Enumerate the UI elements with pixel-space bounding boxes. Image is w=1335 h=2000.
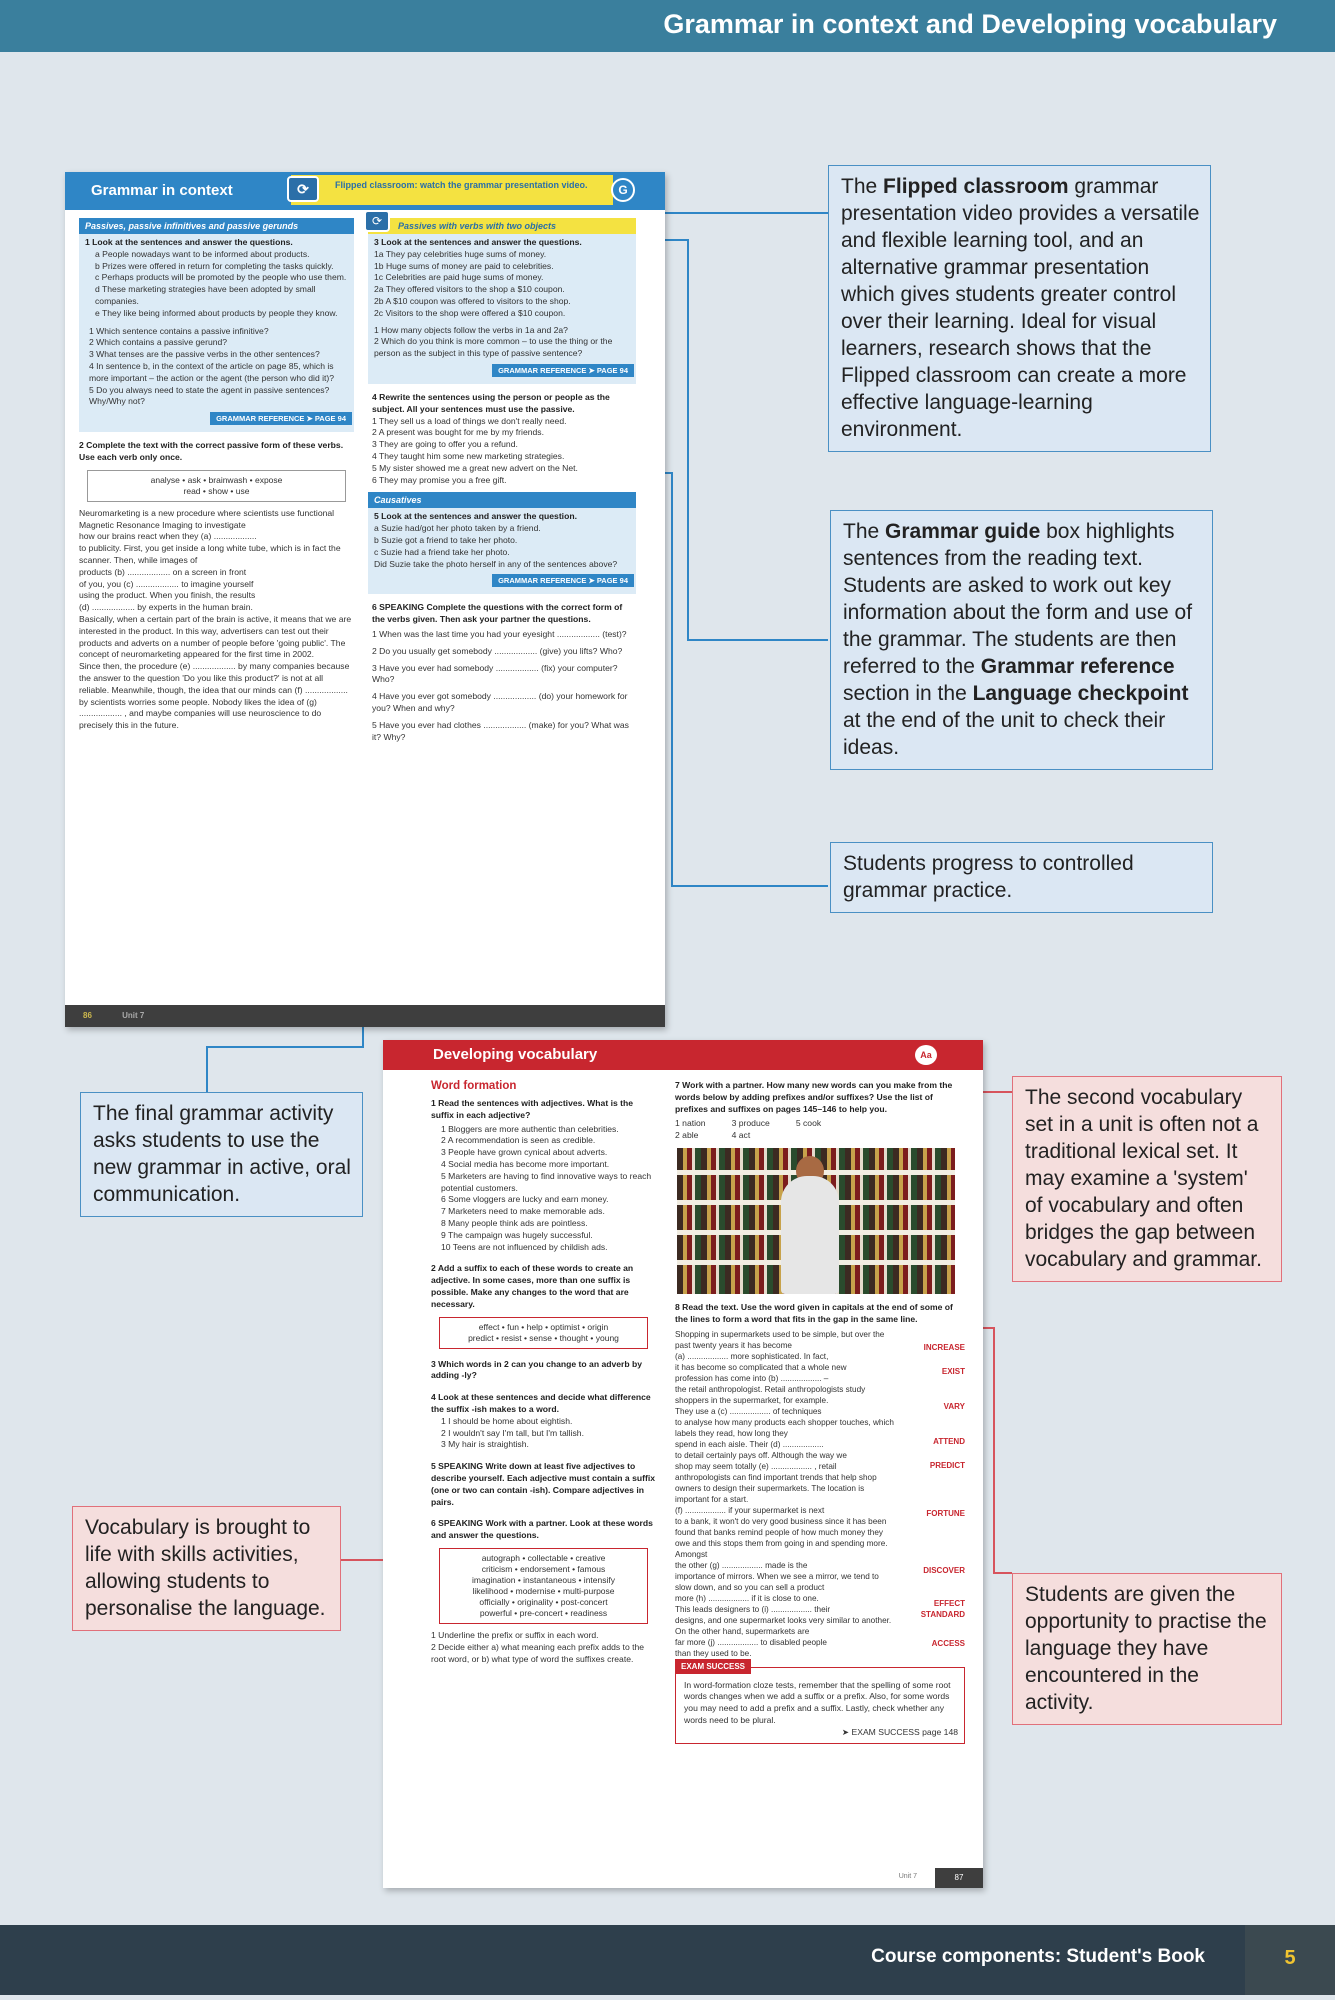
q1-question: 3 What tenses are the passive verbs in the other sentences? (89, 349, 320, 360)
vq6-item: 2 Decide either a) what meaning each prefix adds to the root word, or b) what type of word the suffixes create. (431, 1641, 645, 1664)
q3-sentence: 2a They offered visitors to the shop a $10 coupon. (374, 284, 565, 295)
grammar-page-unit: Unit 7 (122, 1011, 145, 1020)
vq8-line: anthropologists can find important trends that help shop owners to design their supermarkets. The location is important for a start. (675, 1472, 877, 1504)
vq8-line: it has become so complicated that a whole new (675, 1362, 847, 1372)
q1-question: 1 Which sentence contains a passive infinitive? (89, 325, 269, 336)
clapperboard-icon: ⟳ (287, 176, 319, 202)
vq8-line: Shopping in supermarkets used to be simple, but over the past twenty years it has become (675, 1329, 885, 1350)
grammar-reference-link[interactable]: GRAMMAR REFERENCE ➤ PAGE 94 (492, 574, 634, 587)
grammar-page-number: 86 (83, 1011, 92, 1020)
callout-guide-bold-3: Language checkpoint (972, 682, 1189, 705)
q6-item: 4 Have you ever got somebody .................. (do) your homework for you? When and why? (372, 691, 628, 713)
callout-guide-bold-2: Grammar reference (980, 655, 1175, 678)
vocabulary-page (383, 1040, 983, 1888)
q2-word-box: analyse • ask • brainwash • expose read • show • use (87, 470, 346, 502)
q3-sentence: 2c Visitors to the shop were offered a $10 coupon. (374, 307, 566, 318)
footer-label: Course components: Student's Book (871, 1946, 1205, 1967)
header-title: Grammar in context and Developing vocabulary (663, 9, 1277, 39)
vq8-line: far more (j) .................. to disabled people (675, 1637, 827, 1647)
callout-practise-text: Students are given the opportunity to practise the language they have encountered in the activity. (1025, 1583, 1267, 1714)
grammar-page-title: Grammar in context (91, 182, 233, 199)
exam-success-text: In word-formation cloze tests, remember that the spelling of some root words changes when we add a suffix or a prefix. Also, for some words you may need to add a prefix and a suffix. Lastly, check whether any words need to be plural. (684, 1679, 951, 1725)
vq8-line: more (h) .................. if it is close to one. (675, 1593, 819, 1603)
q6-item: 1 When was the last time you had your eyesight .................. (test)? (372, 628, 627, 639)
vq8-capital-word: INCREASE (923, 1342, 965, 1352)
vocab-page-footer (383, 1868, 983, 1888)
vq4-item: 3 My hair is straightish. (441, 1439, 529, 1450)
vocab-page-number: 87 (935, 1868, 983, 1888)
vq8-line: They use a (c) .................. of techniques (675, 1406, 822, 1416)
q3-sentence: 1b Huge sums of money are paid to celebrities. (374, 260, 554, 271)
q1-sentence: d These marketing strategies have been adopted by small companies. (95, 284, 316, 306)
q1-sentence: a People nowadays want to be informed about products. (95, 248, 310, 259)
q4-item: 6 They may promise you a free gift. (372, 474, 507, 485)
vq8-capital-word: FORTUNE (926, 1508, 965, 1518)
word-formation-heading: Word formation (431, 1080, 517, 1092)
q2-text-line: Neuromarketing is a new procedure where scientists use functional Magnetic Resonance Imaging to investigate (79, 507, 335, 530)
q3-sentence: 2b A $10 coupon was offered to visitors to the shop. (374, 295, 571, 306)
footer-bar (0, 1925, 1335, 1995)
q3-sentence: 1a They pay celebrities huge sums of money. (374, 248, 547, 259)
callout-flipped-text-2: grammar presentation video provides a versatile and flexible learning tool, and an alternative grammar presentation which gives students greater control over their learning. Ideal for visual learners, research shows that the Flipped classroom can create a more effective language-learning environment. (841, 175, 1200, 441)
q6-item: 3 Have you ever had somebody .................. (fix) your computer? Who? (372, 662, 618, 685)
vq1-item: 1 Bloggers are more authentic than celebrities. (441, 1123, 619, 1134)
callout-second-vocab (1012, 1076, 1282, 1282)
vq8-line: (a) .................. more sophisticated. In fact, (675, 1351, 829, 1361)
vq8-line: This leads designers to (i) .................. their (675, 1604, 831, 1614)
grammar-guide-head-2: Passives with verbs with two objects (368, 218, 636, 234)
callout-grammar-guide (830, 510, 1213, 770)
q1-instruction: 1 Look at the sentences and answer the questions. (85, 237, 293, 247)
grammar-left-column (79, 218, 354, 732)
vq7-word: 2 able (675, 1130, 699, 1141)
callout-guide-text-1: The (843, 520, 886, 543)
grammar-reference-link[interactable]: GRAMMAR REFERENCE ➤ PAGE 94 (492, 364, 634, 377)
q2-text-line: Basically, when a certain part of the brain is active, it means that we are interested in the product. In this way, advertisers can test out their products and adverts on a number of people before 'going public'. The concept of neuromarketing appeared for the first time in 2002. (79, 613, 352, 660)
vq8-line: to analyse how many products each shopper touches, which labels they read, how long they (675, 1417, 894, 1438)
q1-sentence: b Prizes were offered in return for completing the tasks quickly. (95, 260, 334, 271)
vq8-line: than they used to be. (675, 1648, 752, 1658)
q1-sentence: e They like being informed about products by people they know. (95, 307, 338, 318)
callout-final-text: The final grammar activity asks students to use the new grammar in active, oral communication. (93, 1102, 351, 1206)
vq1-item: 3 People have grown cynical about adverts. (441, 1147, 608, 1158)
vq8-capital-word: DISCOVER (923, 1565, 965, 1575)
q4-item: 2 A present was bought for me by my friends. (372, 427, 544, 438)
vq8-line: (f) .................. if your supermarket is next (675, 1505, 825, 1515)
vq6-word-box: autograph • collectable • creative criticism • endorsement • famous imagination • instantaneous • intensify likelihood • modernise • multi-purpose officially • originality • post-concert powerful • pre-concert • readiness (439, 1548, 648, 1624)
vq8-line: shop may seem totally (e) .................. , retail (675, 1461, 837, 1471)
q2-text-line: using the product. When you finish, the results (79, 590, 256, 601)
supermarket-photo (677, 1148, 955, 1294)
header-bar (0, 0, 1335, 52)
vq7-word: 4 act (731, 1130, 751, 1141)
vq1-item: 5 Marketers are having to find innovative ways to reach potential customers. (441, 1170, 652, 1193)
q3-question: 2 Which do you think is more common – to use the thing or the person as the subject in this type of passive sentence? (374, 336, 613, 359)
vq6-instruction: 6 SPEAKING Work with a partner. Look at these words and answer the questions. (431, 1518, 653, 1541)
vq8-capital-word: EXIST (941, 1366, 965, 1376)
vq2-word-box: effect • fun • help • optimist • origin predict • resist • sense • thought • young (439, 1317, 648, 1349)
q2-text-line: products (b) .................. on a screen in front (79, 566, 247, 577)
vq8-capital-word: ACCESS (931, 1638, 965, 1648)
exam-success-box (675, 1661, 965, 1744)
vq8-line: to detail certainly pays off. Although the way we (675, 1450, 847, 1460)
callout-guide-bold-1: Grammar guide (885, 520, 1041, 543)
vq8-line: profession has come into (b) .................. – (675, 1373, 829, 1383)
callout-practise (1012, 1573, 1282, 1725)
vq5-instruction: 5 SPEAKING Write down at least five adjectives to describe yourself. Each adjective must contain a suffix (one or two can contain -ish). Compare adjectives in pairs. (431, 1461, 655, 1507)
vocab-left-column (431, 1080, 656, 1665)
vq1-item: 4 Social media has become more important. (441, 1158, 610, 1169)
callout-guide-text-3: section in the (843, 682, 973, 705)
vq1-item: 6 Some vloggers are lucky and earn money. (441, 1194, 609, 1205)
vocabulary-aa-icon: Aa (915, 1045, 937, 1065)
grammar-page-header (65, 172, 665, 210)
grammar-guide-box-2 (368, 214, 636, 384)
vq8-line: the other (g) .................. made is the (675, 1560, 808, 1570)
q4-item: 5 My sister showed me a great new advert on the Net. (372, 462, 578, 473)
callout-skills (72, 1506, 341, 1631)
vocab-page-header (383, 1040, 983, 1070)
vocab-page-title: Developing vocabulary (433, 1046, 598, 1063)
vq8-line: importance of mirrors. When we see a mirror, we tend to slow down, and so you can sell a product (675, 1571, 879, 1592)
vq1-instruction: 1 Read the sentences with adjectives. What is the suffix in each adjective? (431, 1098, 634, 1120)
callout-guide-text-4: at the end of the unit to check their ideas. (843, 709, 1166, 759)
causatives-head: Causatives (368, 492, 636, 508)
vq3-instruction: 3 Which words in 2 can you change to an adverb by adding -ly? (431, 1358, 643, 1381)
callout-flipped-classroom (828, 165, 1211, 452)
vq1-item: 9 The campaign was hugely successful. (441, 1229, 593, 1240)
q4-instruction: 4 Rewrite the sentences using the person or people as the subject. All your sentences must use the passive. (372, 391, 610, 414)
grammar-page-footer (65, 1005, 665, 1027)
vq8-line: spend in each aisle. Their (d) .................. (675, 1439, 824, 1449)
vq4-item: 2 I wouldn't say I'm tall, but I'm tallish. (441, 1427, 584, 1438)
exam-success-tag: EXAM SUCCESS (675, 1659, 751, 1675)
vq8-instruction: 8 Read the text. Use the word given in capitals at the end of some of the lines to form a word that fits in the gap in the same line. (675, 1301, 953, 1324)
q6-item: 2 Do you usually get somebody .................. (give) you lifts? Who? (372, 645, 623, 656)
callout-flipped-bold: Flipped classroom (883, 175, 1069, 198)
q4-item: 3 They are going to offer you a refund. (372, 439, 518, 450)
vq8-capital-word: STANDARD (920, 1609, 965, 1619)
q1-question: 2 Which contains a passive gerund? (89, 337, 228, 348)
q2-text-line: (d) .................. by experts in the human brain. (79, 602, 253, 613)
q1-question: 5 Do you always need to state the agent in passive sentences? Why/Why not? (89, 384, 330, 407)
q5-instruction: 5 Look at the sentences and answer the question. (374, 511, 577, 522)
callout-final-activity (80, 1092, 363, 1217)
q4-item: 4 They taught him some new marketing strategies. (372, 450, 565, 461)
vq4-item: 1 I should be home about eightish. (441, 1415, 573, 1426)
vq4-instruction: 4 Look at these sentences and decide what difference the suffix -ish makes to a word. (431, 1392, 651, 1414)
q2-text-line: Since then, the procedure (e) .................. by many companies because the answer to the question 'Do you like this product?' is not at all reliable. Meanwhile, though, the idea that our minds can (f) .................. (79, 661, 350, 695)
q5-item: c Suzie had a friend take her photo. (374, 546, 510, 557)
q5-item: a Suzie had/got her photo taken by a friend. (374, 523, 541, 534)
grammar-guide-head: Passives, passive infinitives and passive gerunds (79, 218, 354, 234)
flipped-classroom-text: Flipped classroom: watch the grammar presentation video. (335, 180, 588, 190)
callout-skills-text: Vocabulary is brought to life with skills activities, allowing students to personalise the language. (85, 1516, 326, 1620)
vocab-right-column (675, 1080, 965, 1744)
vq8-capital-word: EFFECT (933, 1598, 965, 1608)
q5-item: Did Suzie take the photo herself in any of the sentences above? (374, 558, 618, 569)
vq7-instruction: 7 Work with a partner. How many new words can you make from the words below by adding prefixes and/or suffixes? Use the list of prefixes and suffixes on pages 145–146 to help you. (675, 1080, 953, 1114)
vq1-item: 2 A recommendation is seen as credible. (441, 1135, 596, 1146)
q4-item: 1 They sell us a load of things we don't really need. (372, 415, 567, 426)
vq8-capital-word: VARY (943, 1401, 965, 1411)
q3-instruction: 3 Look at the sentences and answer the questions. (374, 237, 582, 247)
vq1-item: 10 Teens are not influenced by childish ads. (441, 1241, 608, 1252)
grammar-g-icon: G (611, 178, 635, 202)
grammar-reference-link[interactable]: GRAMMAR REFERENCE ➤ PAGE 94 (210, 412, 352, 425)
causatives-box (368, 492, 636, 594)
clapperboard-icon: ⟳ (364, 210, 390, 232)
q1-sentence: c Perhaps products will be promoted by the people who use them. (95, 272, 347, 283)
vq7-word: 3 produce (731, 1118, 770, 1129)
footer-page-number: 5 (1245, 1925, 1335, 1995)
callout-controlled-text: Students progress to controlled grammar practice. (843, 852, 1134, 902)
q1-question: 4 In sentence b, in the context of the article on page 85, which is more important – the action or the agent (the person who did it)? (89, 360, 335, 383)
grammar-page (65, 172, 665, 1027)
callout-guide-text-2: box highlights sentences from the reading text. Students are asked to work out key information about the form and use of the grammar. The students are then referred to the (843, 520, 1193, 678)
q2-instruction: 2 Complete the text with the correct passive form of these verbs. Use each verb only once. (79, 440, 344, 462)
callout-flipped-text-1: The (841, 175, 884, 198)
exam-success-link[interactable]: ➤ EXAM SUCCESS page 148 (841, 1726, 958, 1737)
vq8-line: designs, and one supermarket looks very similar to another. On the other hand, supermarkets are (675, 1615, 892, 1636)
vq7-word: 5 cook (795, 1118, 822, 1129)
callout-controlled-practice (830, 842, 1213, 913)
q2-text-line: to publicity. First, you get inside a long white tube, which is in fact the scanner. Then, while images of (79, 543, 341, 565)
vq6-item: 1 Underline the prefix or suffix in each word. (431, 1629, 599, 1640)
vq1-item: 8 Many people think ads are pointless. (441, 1217, 588, 1228)
q2-text-line: by scientists worries some people. Nobody likes the idea of (g) .................. , and maybe companies will use neuroscience to do precisely this in the future. (79, 696, 322, 731)
vq8-capital-word: PREDICT (929, 1460, 965, 1470)
q5-item: b Suzie got a friend to take her photo. (374, 534, 518, 545)
vocab-page-unit: Unit 7 (898, 1873, 917, 1880)
grammar-guide-box (79, 218, 354, 432)
q2-text-line: of you, you (c) .................. to imagine yourself (79, 578, 254, 589)
callout-second-vocab-text: The second vocabulary set in a unit is often not a traditional lexical set. It may examine a 'system' of vocabulary and often bridges the gap between vocabulary and grammar. (1025, 1086, 1262, 1271)
flipped-classroom-tag[interactable] (291, 175, 613, 205)
vq7-word: 1 nation (675, 1118, 706, 1129)
grammar-right-column (368, 214, 636, 743)
vq8-line: to a bank, it won't do very good business since it has been found that banks remind people of how much money they owe and this stops them from going in and spending more. Amongst (675, 1516, 888, 1559)
vq8-capital-word: ATTEND (933, 1436, 965, 1446)
q3-question: 1 How many objects follow the verbs in 1a and 2a? (374, 324, 568, 335)
vq1-item: 7 Marketers need to make memorable ads. (441, 1206, 605, 1217)
q3-sentence: 1c Celebrities are paid huge sums of money. (374, 272, 544, 283)
q6-instruction: 6 SPEAKING Complete the questions with the correct form of the verbs given. Then ask your partner the questions. (372, 602, 623, 625)
q6-item: 5 Have you ever had clothes .................. (make) for you? What was it? Why? (372, 719, 629, 742)
q2-text-line: how our brains react when they (a) .................. (79, 531, 257, 542)
vq8-line: the retail anthropologist. Retail anthropologists study shoppers in the supermarket, for example. (675, 1384, 866, 1405)
vq2-instruction: 2 Add a suffix to each of these words to create an adjective. In some cases, more than one suffix is possible. Make any changes to the word that are necessary. (431, 1263, 634, 1309)
